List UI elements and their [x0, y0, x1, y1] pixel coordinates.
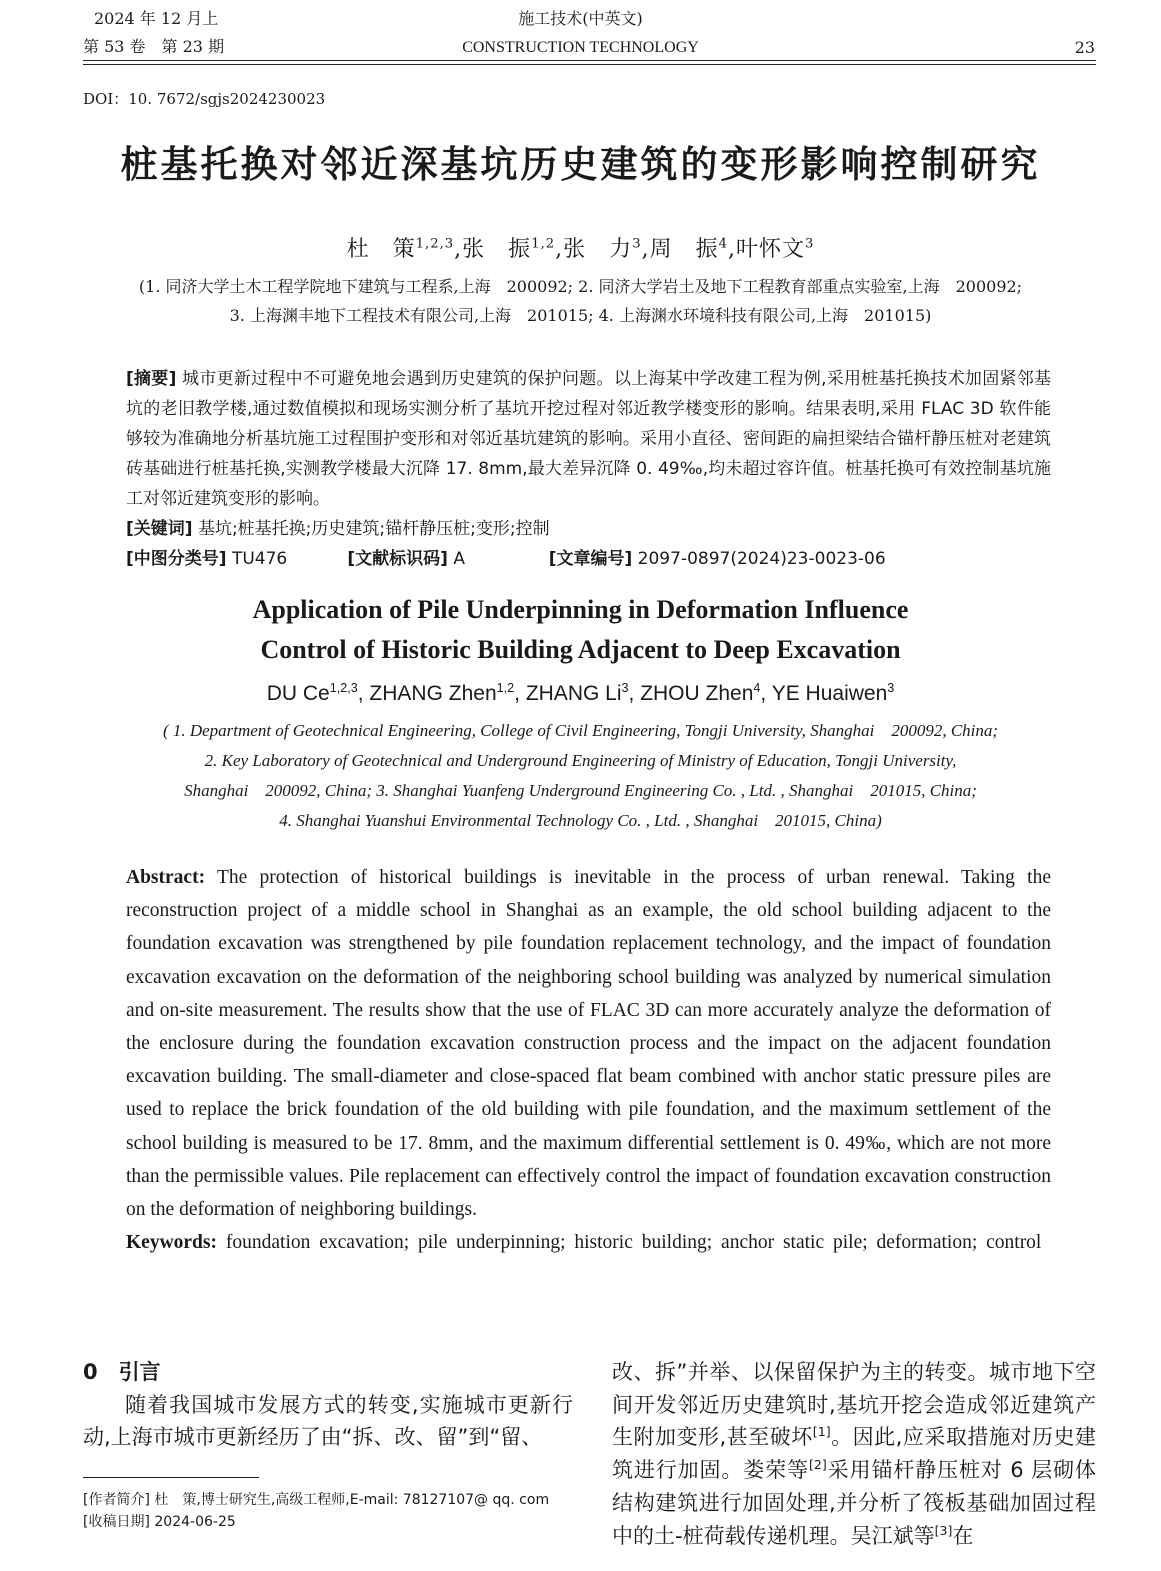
keywords-en-text: foundation excavation; pile underpinning; historic building; anchor static pile; deformation; control: [225, 1232, 1042, 1254]
section-number: 0: [83, 1360, 98, 1384]
journal-name-cn: 施工技术(中英文): [518, 9, 643, 28]
author-cn: 张 力: [563, 237, 633, 262]
authors-en: DU Ce$^{1,2,3}$, ZHANG Zhen$^{1,2}$, ZHANG Li$^3$, ZHOU Zhen$^4$, YE Huaiwen$^3$: [266, 681, 895, 705]
affiliation-en-line: ( 1. Department of Geotechnical Engineering, College of Civil Engineering, Tongji University, Shanghai 200092, China;: [162, 721, 999, 740]
author-cn: 叶怀文: [735, 237, 805, 262]
volume-issue: 第 53 卷 第 23 期: [83, 37, 225, 56]
clc-code: TU476: [231, 549, 288, 569]
author-aff-sup: 3: [887, 681, 895, 695]
body-paragraph: [612, 1356, 1096, 1552]
doc-code-label: [文献标识码]: [347, 549, 448, 569]
abstract-en: [126, 861, 1051, 1259]
author-aff-sup: 1,2,3: [415, 236, 455, 252]
title-en-line: Control of Historic Building Adjacent to Deep Excavation: [260, 635, 901, 664]
footnote-author-text: 杜 策,博士研究生,高级工程师,E-mail: 78127107@ qq. com: [154, 1492, 550, 1508]
body-text: 。因此,应采取措施对历史建筑进行加固。娄荣等: [612, 1425, 1096, 1483]
journal-name-en: CONSTRUCTION TECHNOLOGY: [462, 39, 699, 56]
abstract-cn-text: 城市更新过程中不可避免地会遇到历史建筑的保护问题。以上海某中学改建工程为例,采用桩基托换技术加固紧邻基坑的老旧教学楼,通过数值模拟和现场实测分析了基坑开挖过程对邻近教学楼变形的影响。结果表明,采用 FLAC 3D 软件能够较为准确地分析基坑施工过程围护变形和对邻近基坑建筑的影响。采用小直径、密间距的扁担梁结合锚杆静压桩对老建筑砖基础进行桩基托换,实测教学楼最大沉降 17. 8mm,最大差异沉降 0. 49‰,均未超过容许值。桩基托换可有效控制基坑施工对邻近建筑变形的影响。: [126, 369, 1052, 509]
affiliation-en-line: 2. Key Laboratory of Geotechnical and Underground Engineering of Ministry of Education, Tongji University,: [204, 751, 957, 770]
footnote-received: [83, 1511, 573, 1533]
body-text: 在: [952, 1523, 974, 1548]
page-number: 23: [1074, 38, 1095, 57]
section-title: 引言: [118, 1360, 161, 1384]
footnote-received-date: 2024-06-25: [154, 1514, 236, 1530]
abstract-cn: [126, 364, 1051, 574]
author-cn: 杜 策: [346, 237, 416, 262]
author-aff-sup: 1,2: [531, 236, 556, 252]
author-aff-sup: 3: [621, 681, 629, 695]
author-en: ZHOU Zhen: [640, 682, 754, 705]
footnote-rule: [83, 1477, 259, 1478]
body-text: 采用锚杆静压桩对 6 层砌体结构建筑进行加固处理,并分析了筏板基础加固过程中的土-桩荷载传递机理。吴江斌等: [612, 1458, 1096, 1548]
footnote: [83, 1489, 573, 1533]
section-heading: [83, 1356, 573, 1389]
footnote-received-label: [收稿日期]: [83, 1514, 150, 1530]
classification-line: [126, 544, 1051, 574]
affiliation-en-line: Shanghai 200092, China; 3. Shanghai Yuanfeng Underground Engineering Co. , Ltd. , Shanghai 201015, China;: [184, 781, 977, 800]
body-text: 改、拆”并举、以保留保护为主的转变。城市地下空间开发邻近历史建筑时,基坑开挖会造成邻近建筑产生附加变形,甚至破坏: [612, 1360, 1096, 1450]
issue-date: 2024 年 12 月上: [94, 9, 219, 28]
citation: [3]: [934, 1522, 953, 1538]
author-aff-sup: 3: [632, 236, 642, 252]
author-en: ZHANG Zhen: [369, 682, 497, 705]
title-en: [0, 590, 1161, 670]
body-right-column: [612, 1356, 1096, 1552]
keywords-cn-label: [关键词]: [126, 519, 193, 539]
doi: DOI：10. 7672/sgjs2024230023: [83, 90, 326, 108]
abstract-en-text: The protection of historical buildings is inevitable in the process of urban renewal. Taking the reconstruction project of a middle school in Shanghai as an example, the old school building adjacent to the foundation excavation was strengthened by pile foundation replacement technology, and the impact of foundation excavation excavation on the deformation of the neighboring school building was analyzed by numerical simulation and on-site measurement. The results show that the use of FLAC 3D can more accurately analyze the deformation of the enclosure during the foundation excavation construction process and the impact on the adjacent foundation excavation building. The small-diameter and close-spaced flat beam combined with anchor static pressure piles are used to replace the brick foundation of the old building with pile foundation, and the maximum settlement of the school building is measured to be 17. 8mm, and the maximum differential settlement is 0. 49‰, which are not more than the permissible values. Pile replacement can effectively control the impact of foundation excavation construction on the deformation of neighboring buildings.: [126, 867, 1051, 1221]
author-aff-sup: 1,2: [496, 681, 515, 695]
abstract-en-label: Abstract:: [126, 867, 206, 888]
abstract-cn-label: [摘要]: [126, 369, 177, 389]
author-aff-sup: 3: [805, 236, 815, 252]
header-rule: [83, 60, 1096, 61]
author-aff-sup: 1,2,3: [329, 681, 358, 695]
footnote-author-label: [作者简介]: [83, 1492, 150, 1508]
citation: [1]: [812, 1424, 831, 1440]
title-en-line: Application of Pile Underpinning in Deformation Influence: [252, 595, 909, 624]
article-no-label: [文章编号]: [548, 549, 633, 569]
author-aff-sup: 4: [753, 681, 761, 695]
author-en: ZHANG Li: [525, 682, 622, 705]
affiliation-en-line: 4. Shanghai Yuanshui Environmental Technology Co. , Ltd. , Shanghai 201015, China): [279, 811, 882, 830]
clc-label: [中图分类号]: [126, 549, 227, 569]
header-rule-thin: [83, 64, 1096, 65]
authors-cn: 杜 策$^{1,2,3}$,张 振$^{1,2}$,张 力$^3$,周 振$^4$,叶怀文$^3$: [346, 236, 815, 262]
citation: [2]: [808, 1457, 827, 1473]
author-aff-sup: 4: [718, 236, 728, 252]
affiliation-cn-line: 3. 上海渊丰地下工程技术有限公司,上海 201015; 4. 上海渊水环境科技有限公司,上海 201015): [229, 306, 932, 325]
author-cn: 周 振: [649, 237, 719, 262]
footnote-author: [83, 1489, 573, 1511]
title-cn: 桩基托换对邻近深基坑历史建筑的变形影响控制研究: [120, 142, 1041, 186]
keywords-cn-text: 基坑;桩基托换;历史建筑;锚杆静压桩;变形;控制: [197, 519, 550, 539]
body-paragraph: 随着我国城市发展方式的转变,实施城市更新行动,上海市城市更新经历了由“拆、改、留”到“留、: [83, 1392, 573, 1450]
affiliation-cn-line: (1. 同济大学土木工程学院地下建筑与工程系,上海 200092; 2. 同济大学岩土及地下工程教育部重点实验室,上海 200092;: [138, 277, 1023, 296]
keywords-en-label: Keywords:: [126, 1232, 217, 1254]
body-left-column: [83, 1356, 573, 1454]
author-en: YE Huaiwen: [771, 682, 888, 705]
author-cn: 张 振: [462, 237, 532, 262]
doc-code: A: [453, 549, 465, 569]
author-en: DU Ce: [266, 682, 330, 705]
article-no: 2097-0897(2024)23-0023-06: [637, 549, 886, 569]
